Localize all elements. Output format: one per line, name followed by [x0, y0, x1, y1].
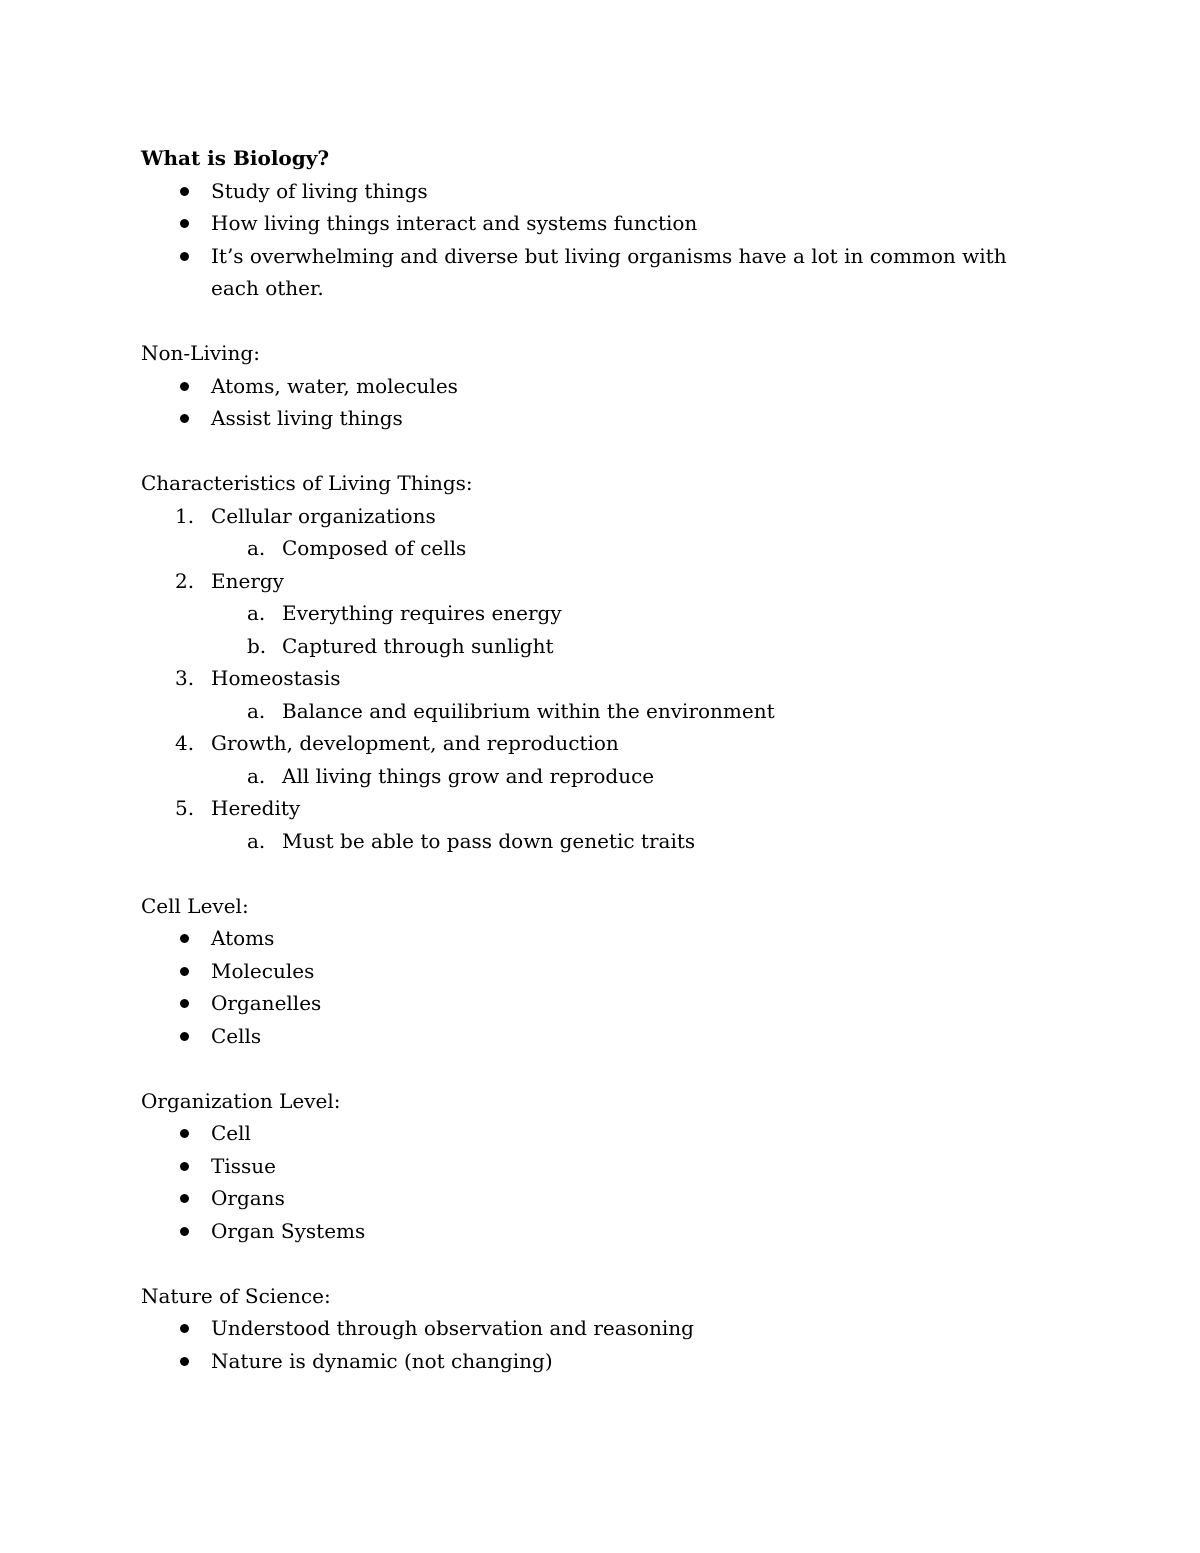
bullet-icon — [180, 999, 189, 1008]
list-marker: a. — [247, 763, 266, 788]
list-item-text: Must be able to pass down genetic traits — [282, 828, 696, 853]
section-spacer — [141, 857, 1041, 890]
sub-item — [141, 695, 1041, 728]
list-item — [141, 370, 1041, 403]
bullet-icon — [180, 1129, 189, 1138]
bullet-icon — [180, 1227, 189, 1236]
list-item-text: Organ Systems — [211, 1218, 366, 1243]
section-heading-what-is-biology: What is Biology? — [141, 146, 330, 170]
numbered-item-heredity — [141, 792, 1041, 825]
numbered-item-cellular-organizations — [141, 500, 1041, 533]
list-item — [141, 1215, 1041, 1248]
list-item-text: Cells — [211, 1023, 262, 1048]
list-item-text: Composed of cells — [282, 536, 467, 560]
sub-item — [141, 532, 1041, 565]
list-item-text: Cellular organizations — [211, 503, 436, 528]
list-item — [141, 1345, 1041, 1378]
list-item — [141, 1312, 1041, 1345]
list-item — [141, 207, 1041, 240]
bullet-icon — [180, 382, 189, 391]
document-page — [141, 142, 1041, 1377]
section-spacer — [141, 435, 1041, 468]
list-item-text: Nature is dynamic (not changing) — [211, 1348, 553, 1373]
list-marker: a. — [247, 536, 266, 560]
section-spacer — [141, 305, 1041, 338]
sub-item — [141, 760, 1041, 793]
numbered-list-characteristics — [141, 500, 1041, 858]
list-item — [141, 402, 1041, 435]
bullet-icon — [180, 934, 189, 943]
bullet-list-non-living — [141, 370, 1041, 435]
sub-item — [141, 630, 1041, 663]
list-marker: 5. — [175, 796, 195, 820]
bullet-icon — [180, 1324, 189, 1333]
bullet-list-what-is-biology — [141, 175, 1041, 305]
list-marker: a. — [247, 601, 266, 625]
list-marker: a. — [247, 828, 266, 853]
numbered-item-growth — [141, 727, 1041, 760]
list-item-text: Study of living things — [211, 178, 428, 203]
list-item-text: Assist living things — [211, 406, 403, 430]
list-item — [141, 175, 1041, 208]
numbered-item-energy — [141, 565, 1041, 598]
section-heading-nature-of-science: Nature of Science: — [141, 1283, 331, 1308]
list-item-text: How living things interact and systems function — [211, 211, 698, 235]
list-item-text: Understood through observation and reasoning — [211, 1316, 694, 1340]
list-item — [141, 1150, 1041, 1183]
list-item — [141, 1117, 1041, 1150]
list-marker: b. — [247, 633, 267, 658]
list-item-text: Organelles — [211, 991, 322, 1015]
list-item-text: Organs — [211, 1186, 285, 1210]
list-marker: 4. — [175, 731, 195, 755]
list-item — [141, 240, 1041, 305]
list-item-text: It’s overwhelming and diverse but living organisms have a lot in common with each other. — [211, 243, 1007, 300]
list-item-text: Atoms, water, molecules — [211, 373, 458, 398]
bullet-icon — [180, 1162, 189, 1171]
list-marker: 2. — [175, 568, 195, 593]
bullet-icon — [180, 187, 189, 196]
bullet-icon — [180, 1194, 189, 1203]
bullet-icon — [180, 1357, 189, 1366]
list-item-text: Energy — [211, 568, 284, 593]
bullet-list-nature-of-science — [141, 1312, 1041, 1377]
section-heading-characteristics: Characteristics of Living Things: — [141, 471, 473, 495]
section-spacer — [141, 1052, 1041, 1085]
numbered-item-homeostasis — [141, 662, 1041, 695]
list-item-text: Molecules — [211, 958, 315, 983]
sub-item — [141, 597, 1041, 630]
list-item-text: All living things grow and reproduce — [282, 763, 655, 788]
bullet-icon — [180, 967, 189, 976]
bullet-list-cell-level — [141, 922, 1041, 1052]
bullet-icon — [180, 414, 189, 423]
list-item — [141, 987, 1041, 1020]
list-item-text: Balance and equilibrium within the environment — [282, 698, 775, 723]
bullet-icon — [180, 252, 189, 261]
section-heading-cell-level: Cell Level: — [141, 893, 249, 918]
section-spacer — [141, 1247, 1041, 1280]
list-item — [141, 922, 1041, 955]
list-item — [141, 1020, 1041, 1053]
list-item-text: Growth, development, and reproduction — [211, 731, 619, 755]
list-item-text: Tissue — [211, 1153, 276, 1178]
list-item-text: Captured through sunlight — [282, 633, 554, 658]
list-item-text: Everything requires energy — [282, 601, 562, 625]
list-marker: 1. — [175, 503, 195, 528]
sub-item — [141, 825, 1041, 858]
bullet-icon — [180, 219, 189, 228]
list-item-text: Homeostasis — [211, 666, 341, 690]
list-marker: 3. — [175, 666, 195, 690]
list-item-text: Atoms — [211, 926, 275, 950]
list-item — [141, 955, 1041, 988]
section-heading-non-living: Non-Living: — [141, 341, 260, 365]
section-heading-organization-level: Organization Level: — [141, 1088, 341, 1113]
bullet-list-organization-level — [141, 1117, 1041, 1247]
list-item-text: Heredity — [211, 796, 301, 820]
list-item-text: Cell — [211, 1121, 251, 1145]
list-marker: a. — [247, 698, 266, 723]
list-item — [141, 1182, 1041, 1215]
bullet-icon — [180, 1032, 189, 1041]
